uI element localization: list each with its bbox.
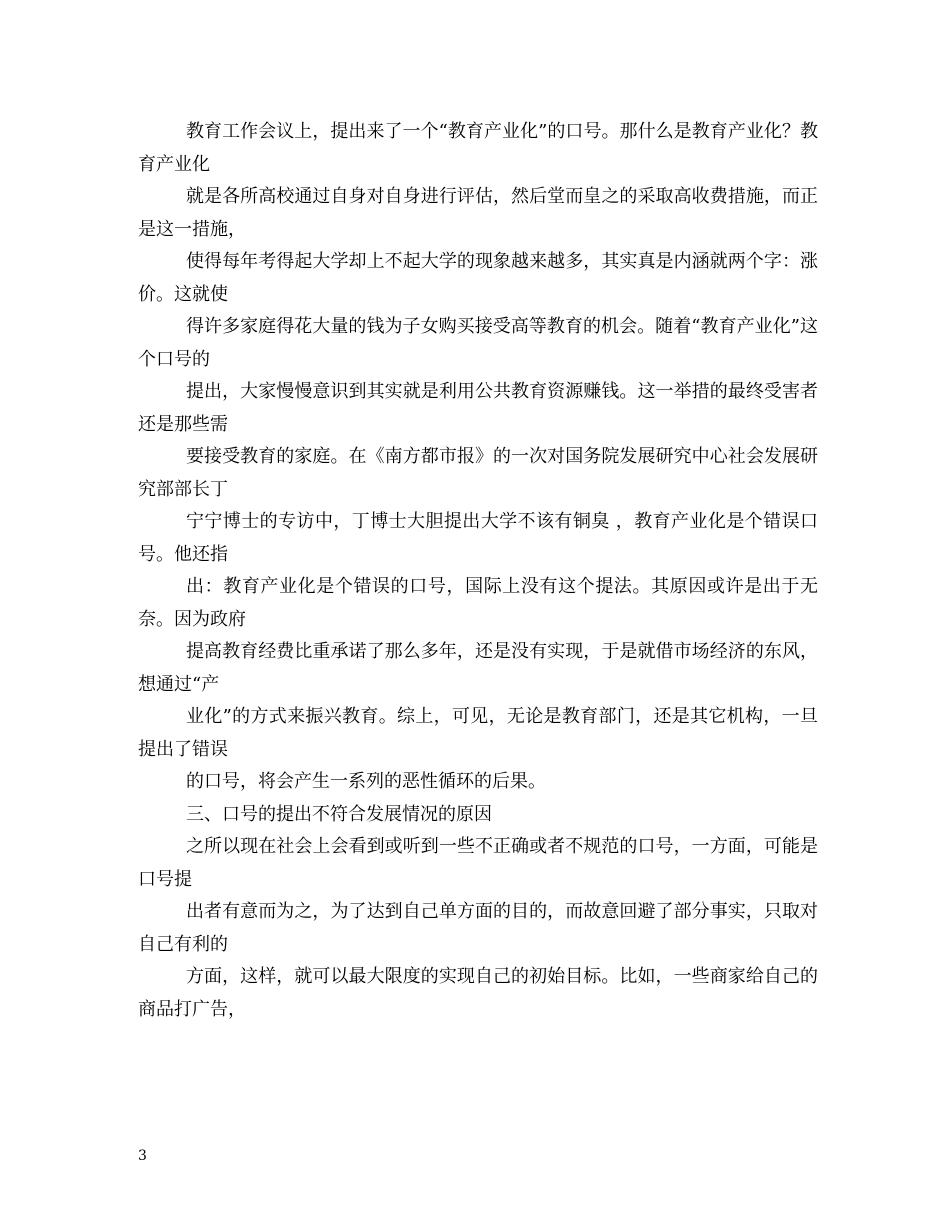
paragraph: 教育工作会议上，提出来了一个“教育产业化”的口号。那什么是教育产业化？教育产业化 — [138, 121, 818, 175]
paragraph: 的口号，将会产生一系列的恶性循环的后果。 — [186, 771, 546, 792]
paragraph: 要接受教育的家庭。在《南方都市报》的一次对国务院发展研究中心社会发展研究部部长丁 — [138, 446, 818, 500]
paragraph: 得许多家庭得花大量的钱为子女购买接受高等教育的机会。随着“教育产业化”这个口号的 — [138, 316, 818, 370]
section-heading: 三、口号的提出不符合发展情况的原因 — [186, 803, 492, 825]
paragraph: 之所以现在社会上会看到或听到一些不正确或者不规范的口号，一方面，可能是口号提 — [138, 836, 818, 890]
page-number: 3 — [138, 1148, 147, 1164]
paragraph: 宁宁博士的专访中，丁博士大胆提出大学不该有铜臭 ，教育产业化是个错误口号。他还指 — [138, 511, 818, 565]
paragraph: 方面，这样，就可以最大限度的实现自己的初始目标。比如，一些商家给自己的商品打广告， — [138, 966, 818, 1020]
paragraph: 提高教育经费比重承诺了那么多年，还是没有实现，于是就借市场经济的东风，想通过“产 — [138, 641, 818, 695]
paragraph: 就是各所高校通过自身对自身进行评估，然后堂而皇之的采取高收费措施，而正是这一措施， — [138, 186, 818, 240]
paragraph: 提出，大家慢慢意识到其实就是利用公共教育资源赚钱。这一举措的最终受害者还是那些需 — [138, 381, 818, 435]
paragraph: 出者有意而为之，为了达到自己单方面的目的，而故意回避了部分事实，只取对自己有利的 — [138, 901, 818, 955]
paragraph: 业化”的方式来振兴教育。综上，可见，无论是教育部门，还是其它机构，一旦提出了错误 — [138, 706, 818, 760]
body-text — [138, 116, 818, 1026]
paragraph: 出：教育产业化是个错误的口号，国际上没有这个提法。其原因或许是出于无奈。因为政府 — [138, 576, 818, 630]
paragraph: 使得每年考得起大学却上不起大学的现象越来越多，其实真是内涵就两个字：涨价。这就使 — [138, 251, 818, 305]
